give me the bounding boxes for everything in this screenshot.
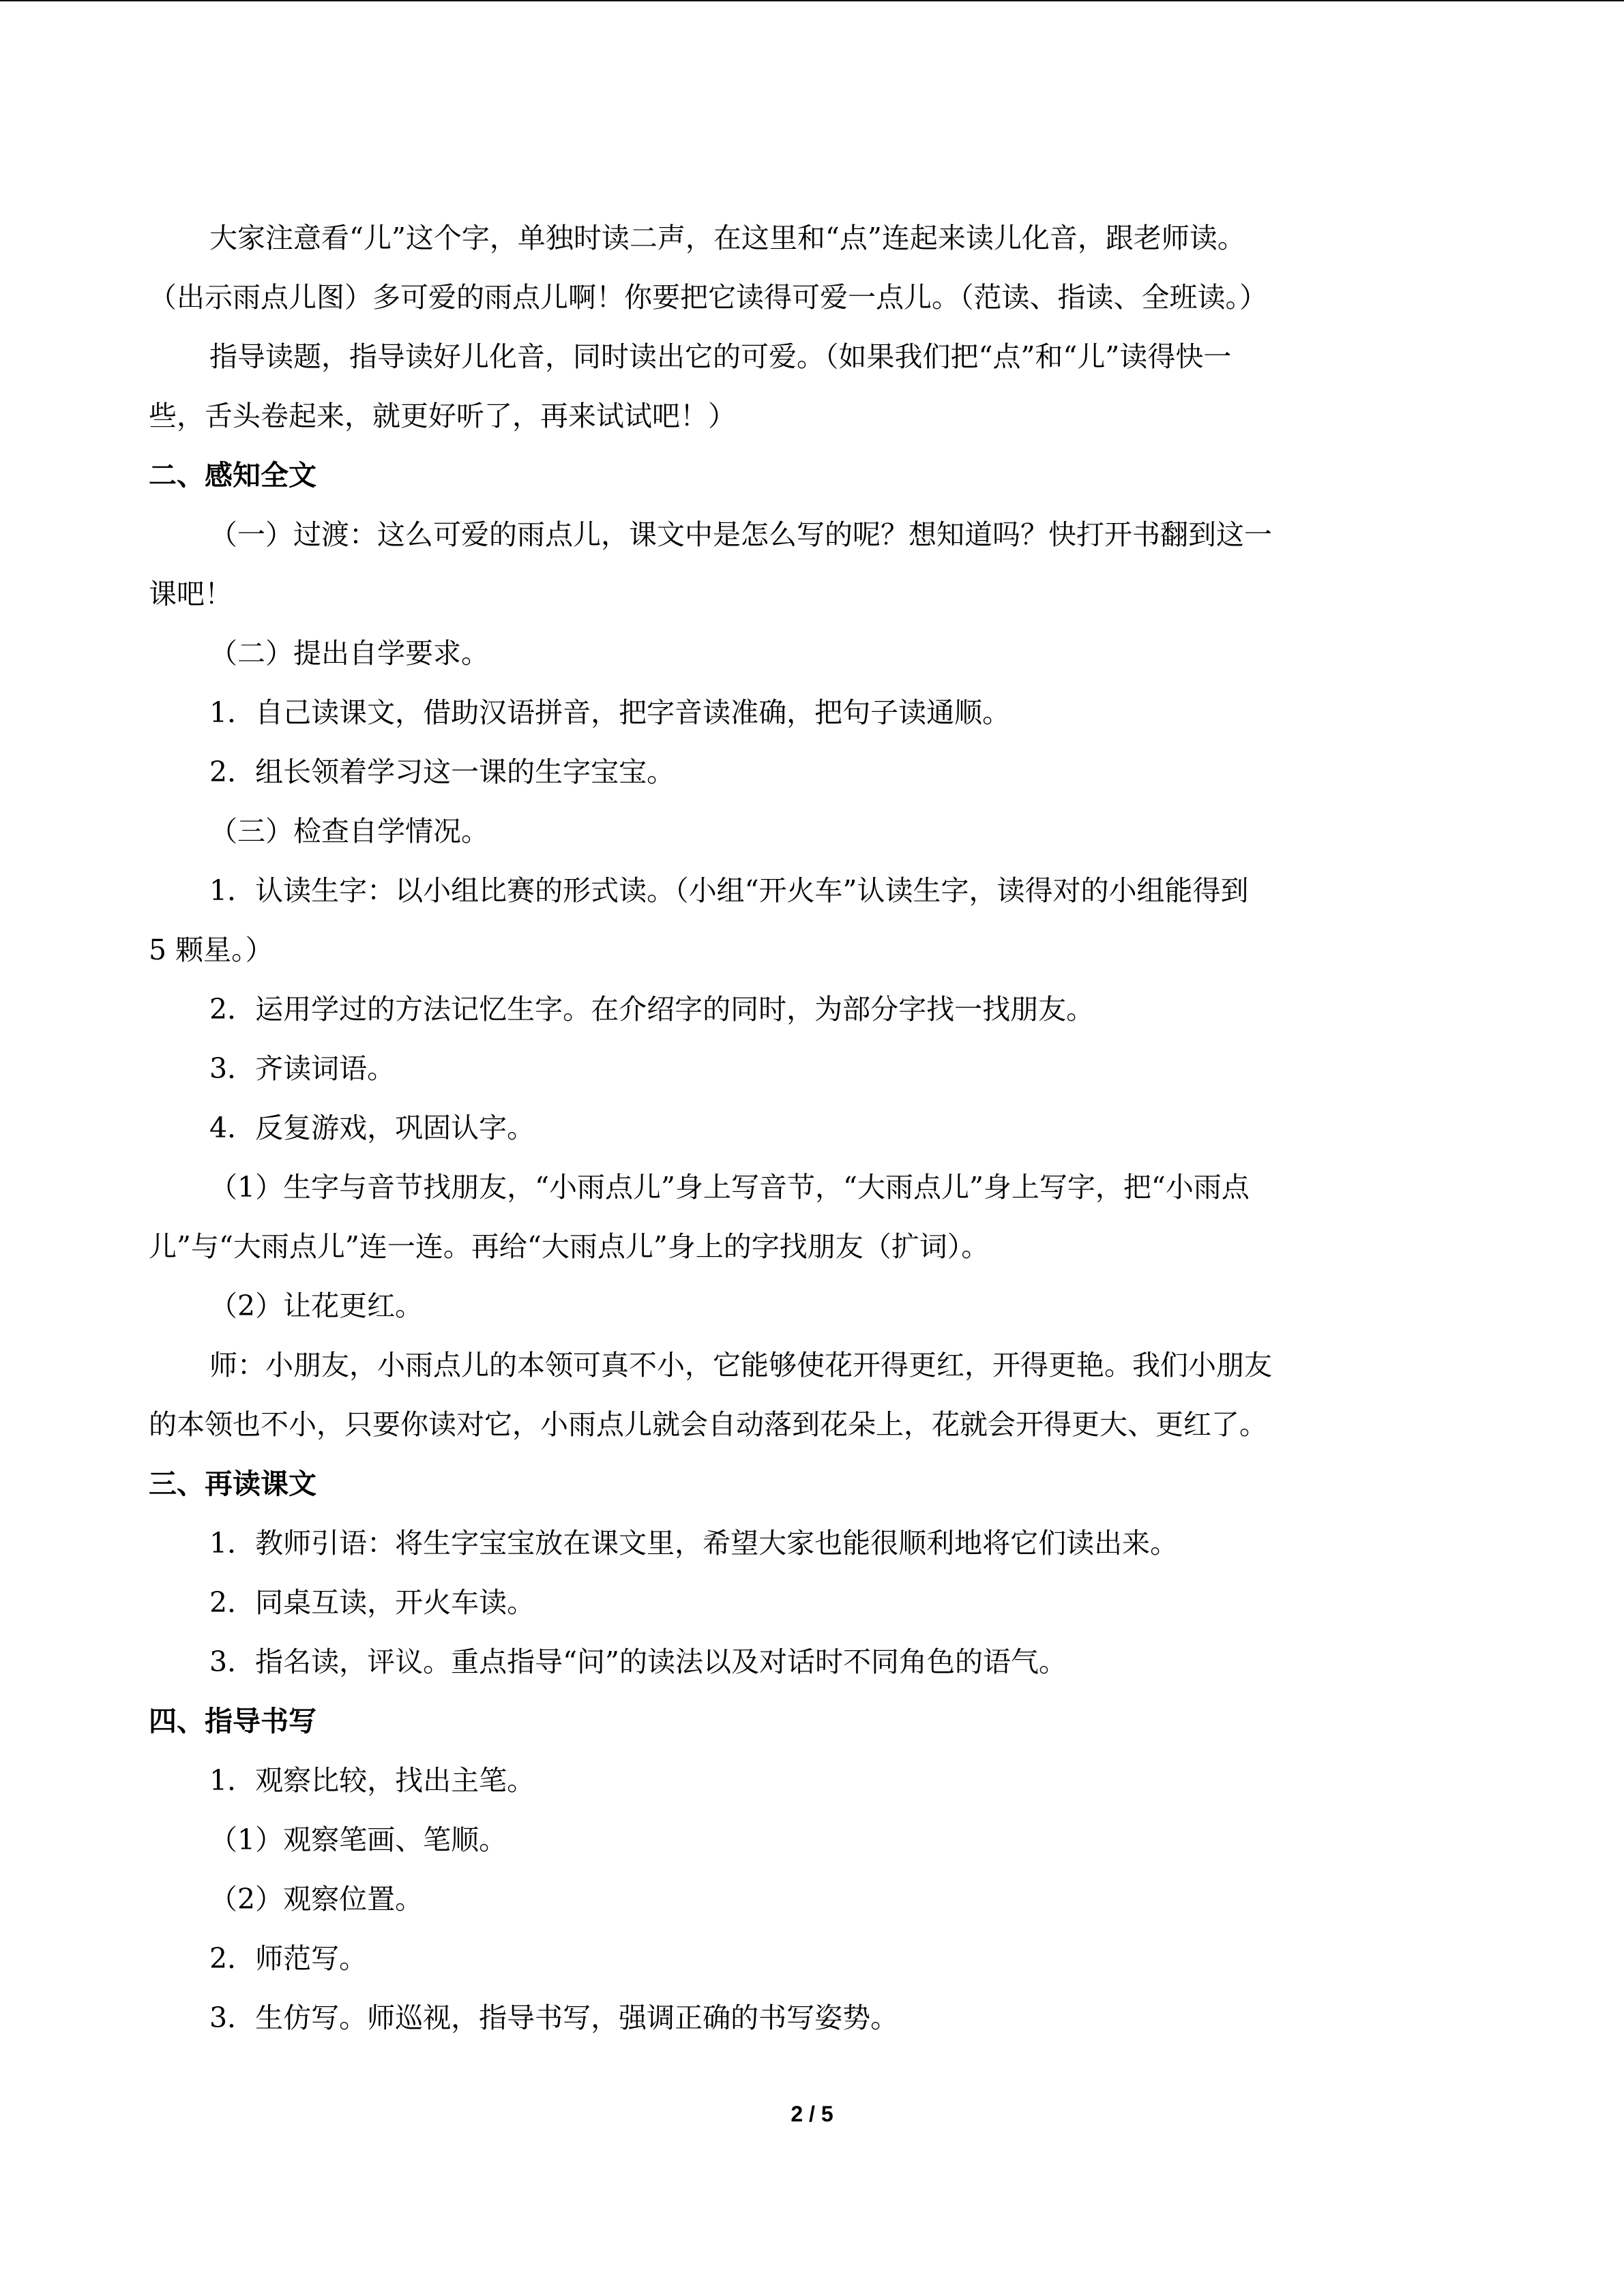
top-border-rule	[0, 0, 1624, 1]
paragraph-line: （一）过渡：这么可爱的雨点儿，课文中是怎么写的呢？想知道吗？快打开书翻到这一	[209, 518, 1272, 551]
list-item: 1．自己读课文，借助汉语拼音，把字音读准确，把句子读通顺。	[209, 696, 1011, 729]
section-heading: 三、再读课文	[149, 1467, 316, 1500]
list-item: 3．生仿写。师巡视，指导书写，强调正确的书写姿势。	[209, 2001, 899, 2034]
list-item: 1．教师引语：将生字宝宝放在课文里，希望大家也能很顺利地将它们读出来。	[209, 1527, 1179, 1560]
sub-list-item: （2）观察位置。	[209, 1883, 424, 1915]
list-item: 2．组长领着学习这一课的生字宝宝。	[209, 756, 675, 788]
list-item: 3．指名读，评议。重点指导“问”的读法以及对话时不同角色的语气。	[209, 1645, 1067, 1678]
sub-list-item: （2）让花更红。	[209, 1289, 424, 1322]
paragraph-line: 指导读题，指导读好儿化音，同时读出它的可爱。（如果我们把“点”和“儿”读得快一	[209, 340, 1232, 373]
sub-list-item: （1）观察笔画、笔顺。	[209, 1823, 507, 1856]
paragraph-line: 5 颗星。）	[149, 934, 274, 966]
list-item: 2．运用学过的方法记忆生字。在介绍字的同时，为部分字找一找朋友。	[209, 993, 1095, 1026]
paragraph-line: 师：小朋友，小雨点儿的本领可真不小，它能够使花开得更红，开得更艳。我们小朋友	[209, 1349, 1272, 1382]
list-item: 1．观察比较，找出主笔。	[209, 1764, 535, 1797]
sub-list-item: （1）生字与音节找朋友，“小雨点儿”身上写音节，“大雨点儿”身上写字，把“小雨点	[209, 1171, 1250, 1204]
section-heading: 二、感知全文	[149, 459, 316, 492]
list-item: 1．认读生字：以小组比赛的形式读。（小组“开火车”认读生字，读得对的小组能得到	[209, 874, 1249, 907]
paragraph-line: 大家注意看“儿”这个字，单独时读二声，在这里和“点”连起来读儿化音，跟老师读。	[209, 222, 1245, 254]
section-heading: 四、指导书写	[149, 1705, 316, 1738]
list-item: 2．师范写。	[209, 1942, 368, 1975]
paragraph-line: 些，舌头卷起来，就更好听了，再来试试吧！）	[149, 400, 736, 432]
list-item: 2．同桌互读，开火车读。	[209, 1586, 535, 1619]
page-number: 2 / 5	[791, 2102, 833, 2126]
paragraph-line: （三）检查自学情况。	[209, 815, 489, 848]
list-item: 3．齐读词语。	[209, 1052, 396, 1085]
paragraph-line: （出示雨点儿图）多可爱的雨点儿啊！你要把它读得可爱一点儿。（范读、指读、全班读。）	[149, 281, 1267, 314]
paragraph-line: 儿”与“大雨点儿”连一连。再给“大雨点儿”身上的字找朋友（扩词）。	[149, 1230, 990, 1263]
paragraph-line: 课吧！	[149, 578, 233, 610]
paragraph-line: （二）提出自学要求。	[209, 637, 489, 670]
document-body	[149, 209, 1480, 2048]
list-item: 4．反复游戏，巩固认字。	[209, 1112, 535, 1144]
paragraph-line: 的本领也不小，只要你读对它，小雨点儿就会自动落到花朵上，花就会开得更大、更红了。	[149, 1408, 1267, 1441]
